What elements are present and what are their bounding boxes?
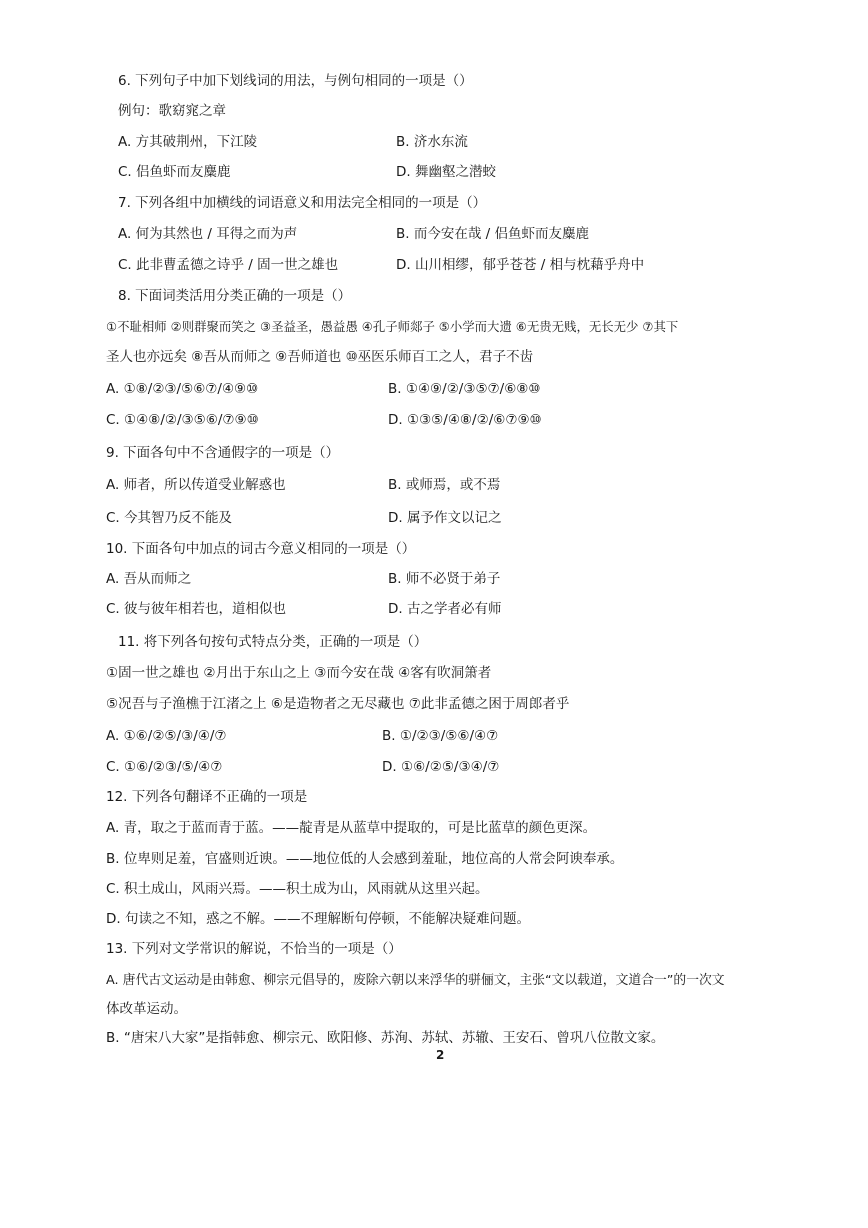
q11-stem: 11. 将下列各句按句式特点分类，正确的一项是（） (118, 634, 428, 650)
q7-option-b: B. 而今安在哉 / 侣鱼虾而友麋鹿 (396, 226, 589, 242)
q11-option-c: C. ①⑥/②③/⑤/④⑦ (106, 759, 223, 775)
q8-option-a: A. ①⑧/②③/⑤⑥⑦/④⑨⑩ (106, 381, 259, 397)
page-number: 2 (436, 1048, 445, 1062)
q6-example: 例句：歌窈窕之章 (118, 103, 226, 119)
q11-option-b: B. ①/②③/⑤⑥/④⑦ (382, 728, 499, 744)
q13-option-a-line-1: A. 唐代古文运动是由韩愈、柳宗元倡导的，废除六朝以来浮华的骈俪文，主张“文以载道，文道合一”的一次文 (106, 973, 725, 988)
q10-stem: 10. 下面各句中加点的词古今意义相同的一项是（） (106, 541, 416, 557)
q9-option-b: B. 或师焉，或不焉 (388, 477, 501, 493)
q10-option-c: C. 彼与彼年相若也，道相似也 (106, 601, 287, 617)
q6-option-a: A. 方其破荆州，下江陵 (118, 134, 258, 150)
q7-option-c: C. 此非曹孟德之诗乎 / 固一世之雄也 (118, 257, 339, 273)
q10-option-a: A. 吾从而师之 (106, 571, 192, 587)
q6-option-d: D. 舞幽壑之潜蛟 (396, 164, 496, 180)
q10-option-d: D. 古之学者必有师 (388, 601, 502, 617)
q6-option-b: B. 济水东流 (396, 134, 468, 150)
q11-option-d: D. ①⑥/②⑤/③④/⑦ (382, 759, 500, 775)
q9-stem: 9. 下面各句中不含通假字的一项是（） (106, 445, 340, 461)
q9-option-c: C. 今其智乃反不能及 (106, 510, 233, 526)
q8-stem: 8. 下面词类活用分类正确的一项是（） (118, 288, 352, 304)
q9-option-d: D. 属予作文以记之 (388, 510, 502, 526)
q13-option-b: B. “唐宋八大家”是指韩愈、柳宗元、欧阳修、苏洵、苏轼、苏辙、王安石、曾巩八位散文家。 (106, 1030, 665, 1046)
q12-option-b: B. 位卑则足羞，官盛则近谀。——地位低的人会感到羞耻，地位高的人常会阿谀奉承。 (106, 851, 624, 867)
q10-option-b: B. 师不必贤于弟子 (388, 571, 501, 587)
q12-option-a: A. 青，取之于蓝而青于蓝。——靛青是从蓝草中提取的，可是比蓝草的颜色更深。 (106, 820, 597, 836)
q9-option-a: A. 师者，所以传道受业解惑也 (106, 477, 286, 493)
q13-option-a-line-2: 体改革运动。 (106, 1001, 187, 1017)
q6-stem: 6. 下列句子中加下划线词的用法，与例句相同的一项是（） (118, 73, 473, 89)
q11-option-a: A. ①⑥/②⑤/③/④/⑦ (106, 728, 227, 744)
q12-option-d: D. 句读之不知，惑之不解。——不理解断句停顿，不能解决疑难问题。 (106, 911, 530, 927)
q8-option-c: C. ①④⑧/②/③⑤⑥/⑦⑨⑩ (106, 412, 259, 428)
q8-option-d: D. ①③⑤/④⑧/②/⑥⑦⑨⑩ (388, 412, 542, 428)
q8-items-line-2: 圣人也亦远矣 ⑧吾从而师之 ⑨吾师道也 ⑩巫医乐师百工之人，君子不齿 (106, 349, 534, 365)
q7-option-a: A. 何为其然也 / 耳得之而为声 (118, 226, 298, 242)
q6-option-c: C. 侣鱼虾而友麋鹿 (118, 164, 231, 180)
q11-items-line-2: ⑤况吾与子渔樵于江渚之上 ⑥是造物者之无尽藏也 ⑦此非孟德之困于周郎者乎 (106, 696, 570, 712)
q12-option-c: C. 积土成山，风雨兴焉。——积土成为山，风雨就从这里兴起。 (106, 881, 489, 897)
q12-stem: 12. 下列各句翻译不正确的一项是 (106, 789, 308, 805)
q7-stem: 7. 下列各组中加横线的词语意义和用法完全相同的一项是（） (118, 195, 487, 211)
q13-stem: 13. 下列对文学常识的解说，不恰当的一项是（） (106, 941, 402, 957)
q8-option-b: B. ①④⑨/②/③⑤⑦/⑥⑧⑩ (388, 381, 541, 397)
q11-items-line-1: ①固一世之雄也 ②月出于东山之上 ③而今安在哉 ④客有吹洞箫者 (106, 665, 492, 681)
q7-option-d: D. 山川相缪，郁乎苍苍 / 相与枕藉乎舟中 (396, 257, 645, 273)
q8-items-line-1: ①不耻相师 ②则群聚而笑之 ③圣益圣，愚益愚 ④孔子师郯子 ⑤小学而大遗 ⑥无贵无贱，无长无少 ⑦其下 (106, 319, 679, 334)
